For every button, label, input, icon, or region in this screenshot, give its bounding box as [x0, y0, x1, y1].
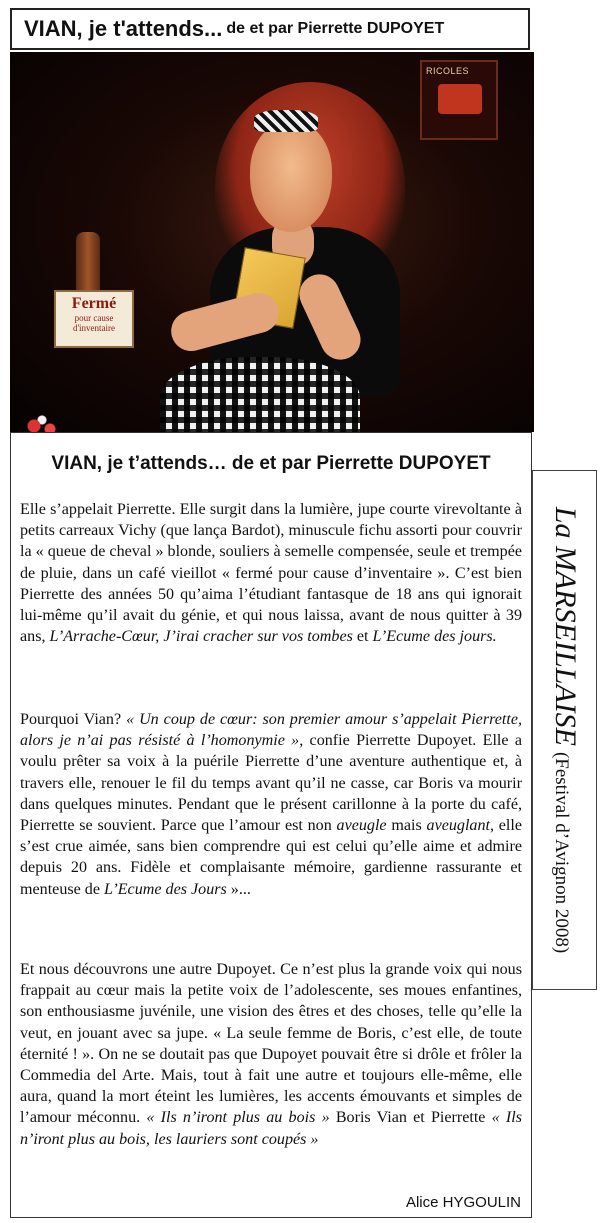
italic-run: « Ils n’iront plus au bois, les lauriers sont coupés » — [20, 1109, 522, 1148]
italic-run: L’Ecume des Jours — [104, 880, 227, 898]
article — [10, 432, 532, 1218]
italic-run: « Un coup de cœur: son premier amour s’appelait Pierrette, alors je n’ai pas résisté à l’homonymie » — [20, 711, 523, 750]
flowers — [22, 414, 62, 432]
text-run: et — [352, 628, 373, 646]
article-paragraph-3 — [20, 959, 522, 1150]
text-run: Pourquoi Vian? — [20, 711, 127, 728]
checkered-headscarf — [254, 110, 318, 132]
wall-poster — [420, 60, 498, 140]
publication-name: La MARSEILLAISE — [548, 506, 582, 746]
italic-run: aveuglant — [426, 817, 490, 835]
article-paragraph-1 — [20, 499, 522, 647]
sign-line1: pour cause — [74, 313, 114, 323]
publication-detail: (Festival d’Avignon 2008) — [550, 751, 572, 954]
closed-sign — [54, 290, 134, 348]
author-signature: Alice HYGOULIN — [405, 1194, 521, 1211]
italic-run: L’Arrache-Cœur, J’irai cracher sur vos tombes — [49, 628, 353, 646]
checkered-skirt — [160, 357, 360, 432]
source-label — [548, 507, 582, 953]
text-run: , confie Pierrette Dupoyet. Elle a voulu prêter sa voix à la puérile Pierrette d’une aventure authentique et, à travers elle, renouer le fil du temps avant qu’il ne casse, car Boris va mourir dans quelques minutes. Pendant que le présent carillonne à la porte du café, Pierrette se souvient. Parce que l’amour est non — [20, 732, 522, 835]
italic-run: L’Ecume des jours. — [372, 628, 497, 646]
italic-run: aveugle — [336, 817, 387, 835]
performer-face — [250, 122, 332, 232]
source-box — [532, 470, 597, 990]
top-banner — [10, 8, 530, 50]
article-paragraph-2 — [20, 709, 522, 900]
text-run: Elle s’appelait Pierrette. Elle surgit dans la lumière, jupe courte virevoltante à petits carreaux Vichy (que lança Bardot), minuscule fichu assorti pour couvrir la « queue de cheval » blonde, souliers à semelle compensée, seule et trempée de pluie, dans un café vieillot « fermé pour cause d’inventaire ». C’est bien Pierrette des années 50 qu’aima l’étudiant fantasque de 18 ans qui ignorait lui-même qu’il avait du génie, et qui nous laissa, avant de nous quitter à 39 ans, — [20, 501, 522, 646]
article-headline: VIAN, je t’attends… de et par Pierrette DUPOYET — [51, 453, 491, 474]
stage-photo — [10, 52, 534, 432]
text-run: Boris Vian et Pierrette — [329, 1109, 492, 1127]
banner-subtitle: de et par Pierrette DUPOYET — [226, 20, 445, 37]
poster-text: RICOLES — [426, 66, 470, 76]
banner-title: VIAN, je t'attends... — [24, 16, 223, 41]
sign-line2: d'inventaire — [72, 323, 116, 333]
sign-title: Fermé — [71, 295, 117, 312]
italic-run: « Ils n’iront plus au bois » — [146, 1109, 330, 1127]
poster-art — [438, 84, 482, 114]
text-run: »... — [226, 880, 251, 898]
text-run: mais — [386, 817, 427, 835]
text-run: Et nous découvrons une autre Dupoyet. Ce n’est plus la grande voix qui nous frappait au cœur mais la petite voix de l’adolescente, ses moues enfantines, son enthousiasme juvénile, une vision des êtres et des choses, telle qu’elle la veut, en jouant avec sa jupe. « La seule femme de Boris, c’est elle, de toute éternité ! ». On ne se doutait pas que Dupoyet pouvait être si drôle et frôler la Commedia del Arte. Mais, tout à fait une autre et toujours elle-même, elle aura, quand la mort éteint les lumières, les accents émouvants et simples de l’amour méconnu. — [20, 961, 522, 1127]
text-run: , elle s’est crue aimée, sans bien comprendre qui est celui qu’elle aime et admire depuis 20 ans. Fidèle et complaisante mémoire, gardienne rassurante et menteuse de — [20, 817, 523, 898]
